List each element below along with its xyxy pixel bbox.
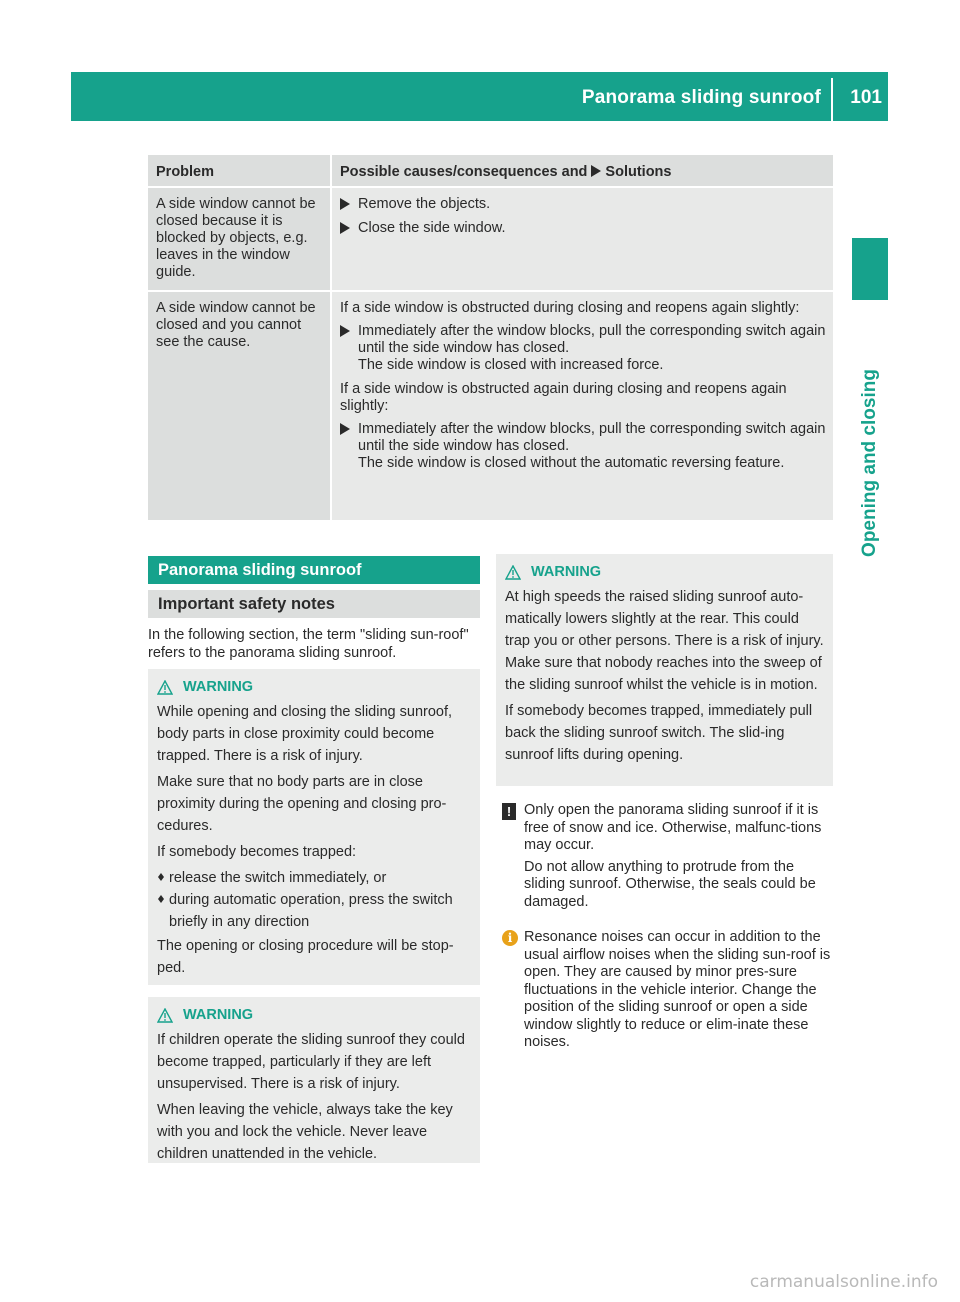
solution-step: Remove the objects. <box>340 196 827 213</box>
problem-text: A side window cannot be closed because it is blocked by objects, e.g. leaves in the window guide. <box>156 196 316 280</box>
exclamation-icon: ! <box>502 803 516 820</box>
warning-label: WARNING <box>183 1007 254 1023</box>
important-note <box>502 802 834 915</box>
solution-step: Close the side window. <box>340 220 827 237</box>
warning-label: WARNING <box>183 679 254 695</box>
warning-paragraph: When leaving the vehicle, always take the key with you and lock the vehicle. Never leave children unattended in the vehicle. <box>157 1102 453 1162</box>
warning-header <box>157 1003 472 1027</box>
info-note <box>502 929 834 1056</box>
warning-triangle-icon <box>157 680 173 695</box>
warning-paragraph: If somebody becomes trapped, immediately pull back the sliding sunroof switch. The slid-ing sunroof lifts during opening. <box>505 703 813 763</box>
side-tab-label <box>852 318 888 608</box>
section-heading: Panorama sliding sunroof <box>148 556 480 584</box>
bullet-item: release the switch immediately, or <box>157 867 472 889</box>
note-paragraph: Only open the panorama sliding sunroof if it is free of snow and ice. Otherwise, malfunc-tions may occur. <box>524 802 822 853</box>
step-arrow-icon <box>340 198 350 210</box>
warning-header <box>505 560 825 584</box>
problem-cell <box>148 188 332 290</box>
warning-box <box>148 997 480 1163</box>
bullet-icon <box>157 889 167 933</box>
troubleshooting-table <box>148 155 833 522</box>
bullet-item: during automatic operation, press the switch briefly in any direction <box>157 889 472 933</box>
solution-cell <box>332 188 833 290</box>
side-tab-text: Opening and closing <box>859 369 880 557</box>
warning-box <box>148 669 480 985</box>
problem-cell <box>148 292 332 520</box>
header-divider <box>831 78 833 121</box>
warning-triangle-icon <box>505 565 521 580</box>
warning-paragraph: The opening or closing procedure will be stop-ped. <box>157 938 454 976</box>
solution-step: Immediately after the window blocks, pull the corresponding switch again until the side window has closed. The side window is closed with increased force. <box>340 323 827 374</box>
solution-paragraph: If a side window is obstructed again during closing and reopens again slightly: <box>340 381 787 414</box>
watermark: carmanualsonline.info <box>749 1272 938 1292</box>
warning-paragraph: If somebody becomes trapped: <box>157 844 357 860</box>
warning-paragraph: If children operate the sliding sunroof they could become trapped, particularly if they are left unsupervised. There is a risk of injury. <box>157 1032 465 1092</box>
warning-label: WARNING <box>531 564 602 580</box>
side-tab-marker <box>852 238 888 300</box>
col-header-solutions-pre: Possible causes/consequences and <box>340 164 588 180</box>
step-arrow-icon <box>340 325 350 337</box>
col-header-solutions <box>332 155 833 186</box>
subsection-heading: Important safety notes <box>148 590 480 618</box>
warning-triangle-icon <box>157 1008 173 1023</box>
warning-paragraph: While opening and closing the sliding sunroof, body parts in close proximity could become trapped. There is a risk of injury. <box>157 704 453 764</box>
warning-header <box>157 675 472 699</box>
step-arrow-icon <box>591 165 601 177</box>
step-arrow-icon <box>340 222 350 234</box>
table-row <box>148 188 833 292</box>
note-paragraph: Do not allow anything to protrude from the sliding sunroof. Otherwise, the seals could be damaged. <box>524 858 816 910</box>
bullet-icon <box>157 867 167 889</box>
warning-box <box>496 554 833 786</box>
table-row <box>148 292 833 522</box>
solution-step: Immediately after the window blocks, pull the corresponding switch again until the side window has closed. The side window is closed without the automatic reversing feature. <box>340 421 827 472</box>
table-header-row <box>148 155 833 188</box>
warning-paragraph: At high speeds the raised sliding sunroof auto-matically lowers slightly at the rear. This could trap you or other persons. There is a risk of injury. Make sure that nobody reaches into the sweep of the sliding sunroof whilst the vehicle is in motion. <box>505 589 824 693</box>
col-header-solutions-post: Solutions <box>605 164 672 180</box>
step-arrow-icon <box>340 423 350 435</box>
page-number: 101 <box>850 87 882 108</box>
header-title: Panorama sliding sunroof <box>581 87 821 108</box>
solution-cell <box>332 292 833 520</box>
solution-paragraph: If a side window is obstructed during closing and reopens again slightly: <box>340 300 800 316</box>
intro-paragraph: In the following section, the term "sliding sun-roof" refers to the panorama sliding sunroof. <box>148 627 469 661</box>
note-paragraph: Resonance noises can occur in addition to the usual airflow noises when the sliding sun-roof is open. They are caused by minor pres-sure fluctuations in the vehicle interior. Change the position of the sliding sunroof or open a side window slightly to reduce or elim-inate these noises. <box>524 929 831 1050</box>
info-icon: i <box>502 930 518 946</box>
col-header-problem: Problem <box>148 155 332 186</box>
problem-text: A side window cannot be closed and you cannot see the cause. <box>156 300 316 350</box>
page-header <box>71 72 888 121</box>
warning-paragraph: Make sure that no body parts are in close proximity during the opening and closing pro-cedures. <box>157 774 447 834</box>
